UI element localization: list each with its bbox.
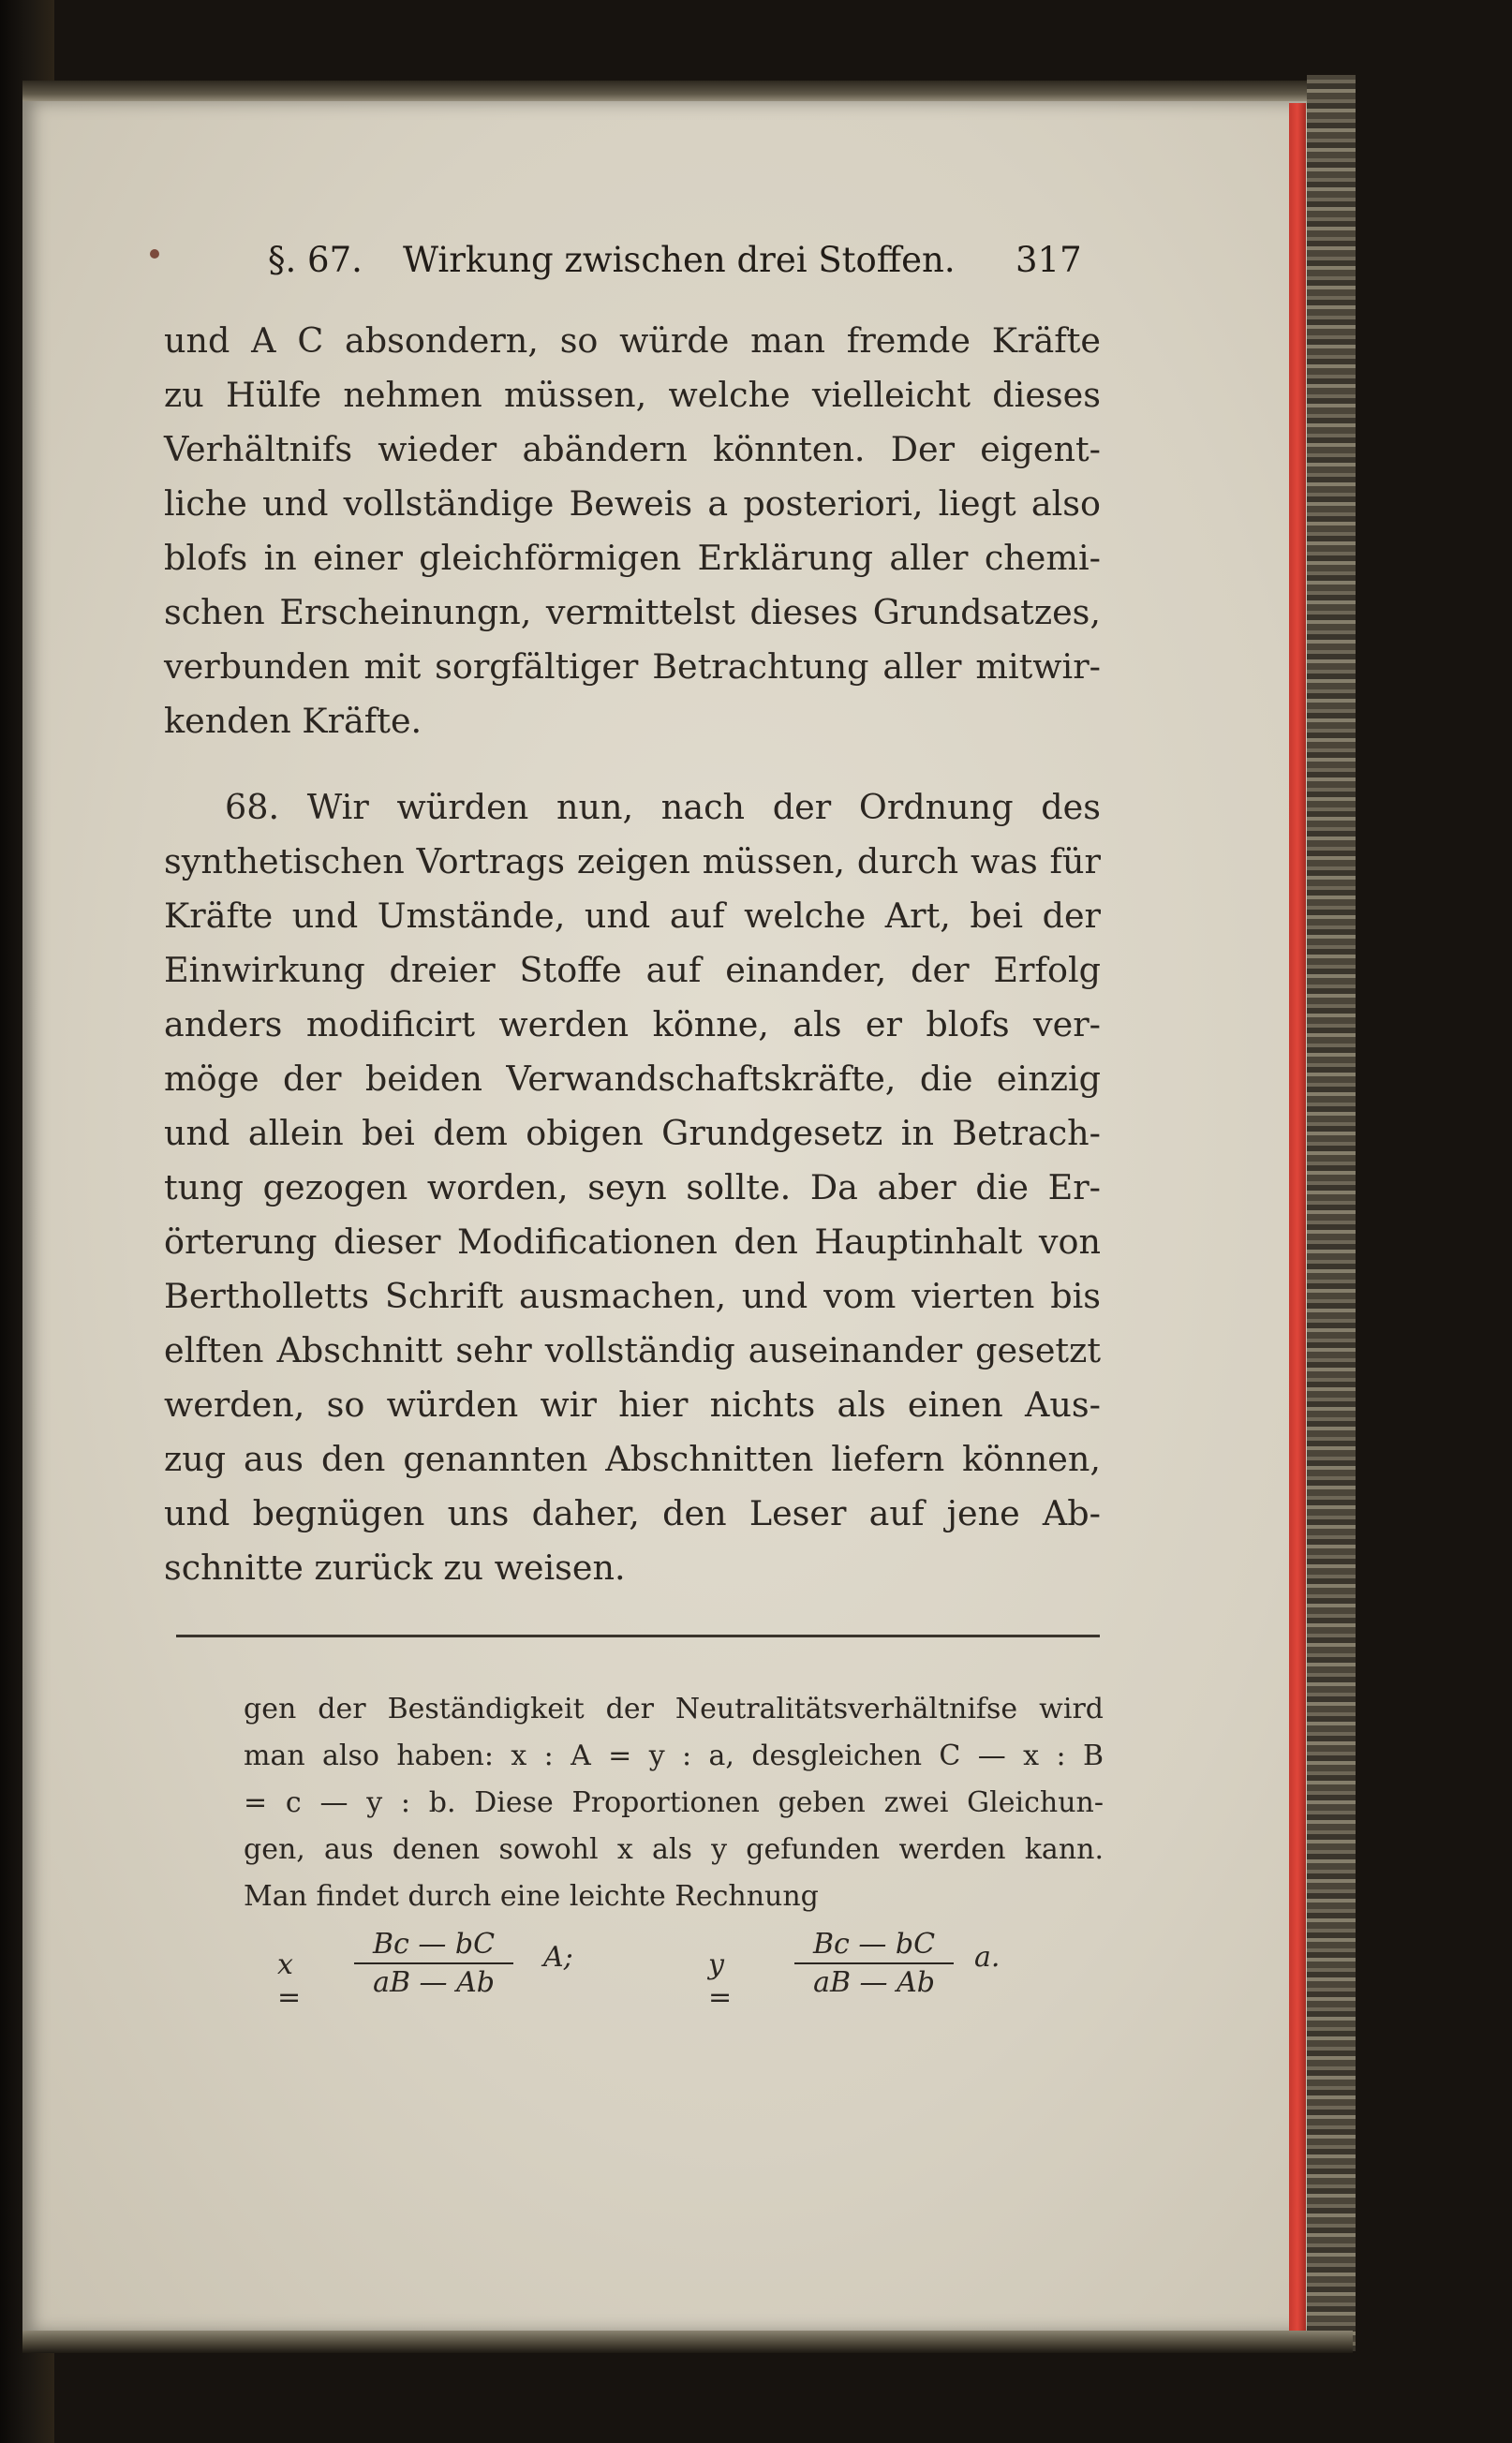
red-page-edge <box>1289 103 1306 2332</box>
text-line: elften Abschnitt sehr vollständig auseinander gesetzt <box>164 1330 1101 1370</box>
text-line: schnitte zurück zu weisen. <box>164 1547 626 1588</box>
text-line: zug aus den genannten Abschnitten liefern können, <box>164 1439 1101 1479</box>
text-line: kenden Kräfte. <box>164 701 422 741</box>
page-number: 317 <box>1015 240 1082 280</box>
text-line: verbunden mit sorgfältiger Betrachtung aller mitwir- <box>164 646 1101 687</box>
text-line: örterung dieser Modificationen den Hauptinhalt von <box>164 1222 1101 1262</box>
text-line: und allein bei dem obigen Grundgesetz in Betrach- <box>164 1113 1101 1153</box>
text-line: tung gezogen worden, seyn sollte. Da aber die Er- <box>164 1167 1101 1207</box>
text-line: schen Erscheinungn, vermittelst dieses Grundsatzes, <box>164 592 1101 632</box>
formula-x-numerator: Bc — bC <box>372 1928 496 1961</box>
fraction-bar <box>794 1962 954 1964</box>
text-line: anders modificirt werden könne, als er blofs ver- <box>164 1004 1101 1044</box>
formula-x-fraction <box>354 1928 513 1999</box>
footnote-rule <box>176 1635 1100 1637</box>
ink-mark <box>150 249 159 259</box>
text-line: Bertholletts Schrift ausmachen, und vom vierten bis <box>164 1276 1101 1316</box>
footnote-line: gen, aus denen sowohl x als y gefunden werden kann. <box>244 1833 1104 1866</box>
running-title: Wirkung zwischen drei Stoffen. <box>403 240 956 280</box>
formula-y-denominator: aB — Ab <box>813 1966 935 1999</box>
formula-x-rhs: A; <box>543 1941 573 1974</box>
fraction-bar <box>354 1962 513 1964</box>
page-top-edge <box>22 81 1353 103</box>
formula-y-numerator: Bc — bC <box>812 1928 936 1961</box>
formula-x-lhs: x = <box>277 1948 302 2014</box>
formula-y-rhs: a. <box>974 1941 1001 1974</box>
formula-y-lhs: y = <box>708 1948 733 2014</box>
footnote-line: man also haben: x : A = y : a, desgleichen C — x : B <box>244 1740 1104 1772</box>
footnote-line: = c — y : b. Diese Proportionen geben zwei Gleichun- <box>244 1786 1104 1819</box>
text-line: werden, so würden wir hier nichts als einen Aus- <box>164 1384 1101 1425</box>
text-line: und begnügen uns daher, den Leser auf jene Ab- <box>164 1493 1101 1533</box>
text-line: blofs in einer gleichförmigen Erklärung aller chemi- <box>164 538 1101 578</box>
footnote-line: gen der Beständigkeit der Neutralitätsverhältnifse wird <box>244 1693 1104 1725</box>
running-header <box>150 232 1105 289</box>
text-line: Kräfte und Umstände, und auf welche Art, bei der <box>164 896 1101 936</box>
text-line: Einwirkung dreier Stoffe auf einander, der Erfolg <box>164 950 1101 990</box>
formula-x-denominator: aB — Ab <box>373 1966 495 1999</box>
text-line: liche und vollständige Beweis a posteriori, liegt also <box>164 483 1101 524</box>
section-number: §. 67. <box>268 240 363 280</box>
text-line: Verhältnifs wieder abändern könnten. Der eigent- <box>164 429 1101 469</box>
text-line: synthetischen Vortrags zeigen müssen, durch was für <box>164 841 1101 881</box>
text-line: möge der beiden Verwandschaftskräfte, die einzig <box>164 1059 1101 1099</box>
text-line: zu Hülfe nehmen müssen, welche vielleicht dieses <box>164 375 1101 415</box>
formula-y-fraction <box>794 1928 954 1999</box>
page-bottom-edge <box>22 2331 1353 2353</box>
book-binding <box>1307 75 1356 2351</box>
text-line: 68. Wir würden nun, nach der Ordnung des <box>225 787 1101 827</box>
text-line: und A C absondern, so würde man fremde Kräfte <box>164 320 1101 361</box>
footnote-line: Man findet durch eine leichte Rechnung <box>244 1880 819 1913</box>
